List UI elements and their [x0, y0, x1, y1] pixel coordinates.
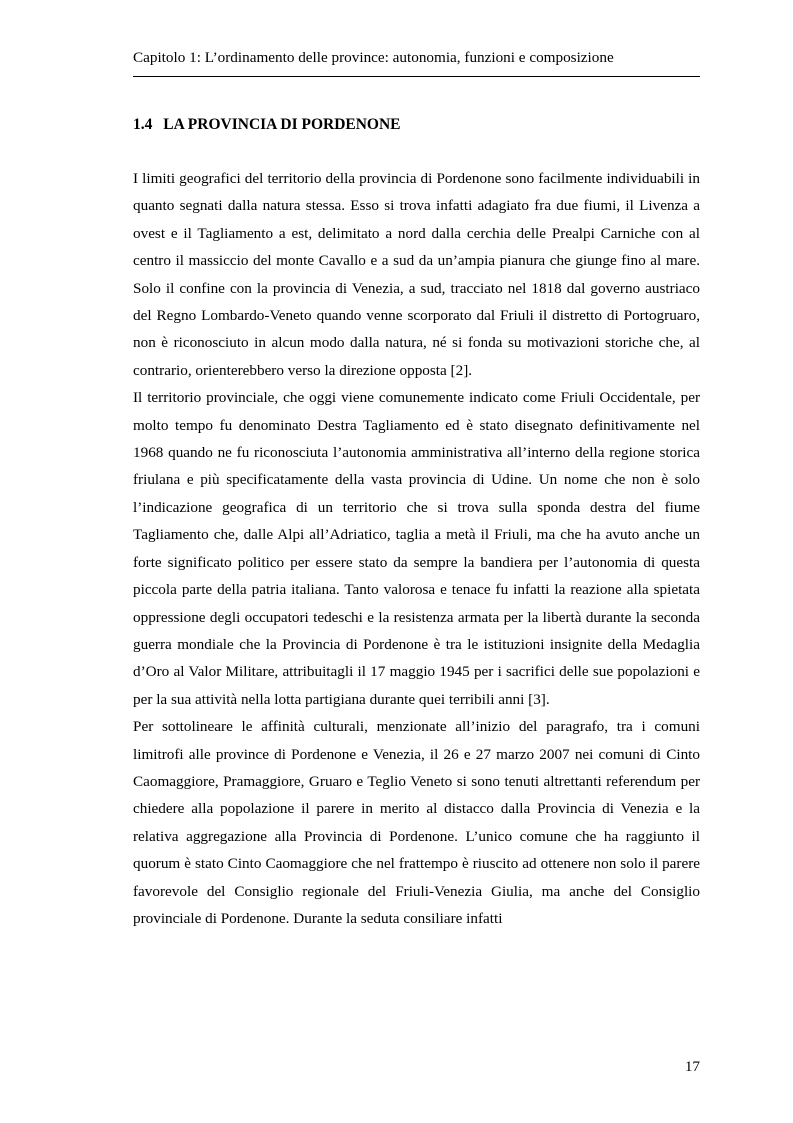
page-number: 17	[684, 1058, 700, 1075]
header-divider	[133, 76, 700, 77]
paragraph: I limiti geografici del territorio della provincia di Pordenone sono facilmente individuabili in quanto segnati dalla natura stessa. Esso si trova infatti adagiato fra due fiumi, il Livenza a ovest e il Tagliamento a est, delimitato a nord dalla cerchia delle Prealpi Carniche con al centro il massiccio del monte Cavallo e a sud da un’ampia pianura che giunge fino al mare. Solo il confine con la provincia di Venezia, a sud, tracciato nel 1818 dal governo austriaco del Regno Lombardo-Veneto quando venne scorporato dal Friuli il distretto di Portogruaro, non è riconosciuto in alcun modo dalla natura, né si fonda su motivazioni storiche che, al contrario, orienterebbero verso la direzione opposta [2].	[133, 170, 700, 379]
paragraph: Il territorio provinciale, che oggi viene comunemente indicato come Friuli Occidentale, per molto tempo fu denominato Destra Tagliamento ed è stato disegnato definitivamente nel 1968 quando ne fu riconosciuta l’autonomia amministrativa all’interno della regione storica friulana e più specificatamente della vasta provincia di Udine. Un nome che non è solo l’indicazione geografica di un territorio che si trova sulla sponda destra del fiume Tagliamento che, dalle Alpi all’Adriatico, taglia a metà il Friuli, ma che ha avuto anche un forte significato politico per essere stato da sempre la bandiera per l’autonomia di questa piccola parte della patria italiana. Tanto valorosa e tenace fu infatti la reazione alla spietata oppressione degli occupatori tedeschi e la resistenza armata per la libertà durante la seconda guerra mondiale che la Provincia di Pordenone è tra le istituzioni insignite della Medaglia d’Oro al Valor Militare, attribuitagli il 17 maggio 1945 per i sacrifici delle sue popolazioni e per la sua attività nella lotta partigiana durante quei terribili anni [3].	[133, 389, 700, 708]
section-title: LA PROVINCIA DI PORDENONE	[163, 116, 401, 133]
body-text	[133, 165, 700, 932]
section-heading	[133, 115, 401, 135]
running-header: Capitolo 1: L’ordinamento delle province: autonomia, funzioni e composizione	[133, 49, 614, 66]
paragraph: Per sottolineare le affinità culturali, menzionate all’inizio del paragrafo, tra i comuni limitrofi alle province di Pordenone e Venezia, il 26 e 27 marzo 2007 nei comuni di Cinto Caomaggiore, Pramaggiore, Gruaro e Teglio Veneto si sono tenuti altrettanti referendum per chiedere alla popolazione il parere in merito al distacco dalla Provincia di Venezia e la relativa aggregazione alla Provincia di Pordenone. L’unico comune che ha raggiunto il quorum è stato Cinto Caomaggiore che nel frattempo è riuscito ad ottenere non solo il parere favorevole del Consiglio regionale del Friuli-Venezia Giulia, ma anche del Consiglio provinciale di Pordenone. Durante la seduta consiliare infatti	[133, 718, 700, 927]
section-number: 1.4	[133, 116, 153, 133]
